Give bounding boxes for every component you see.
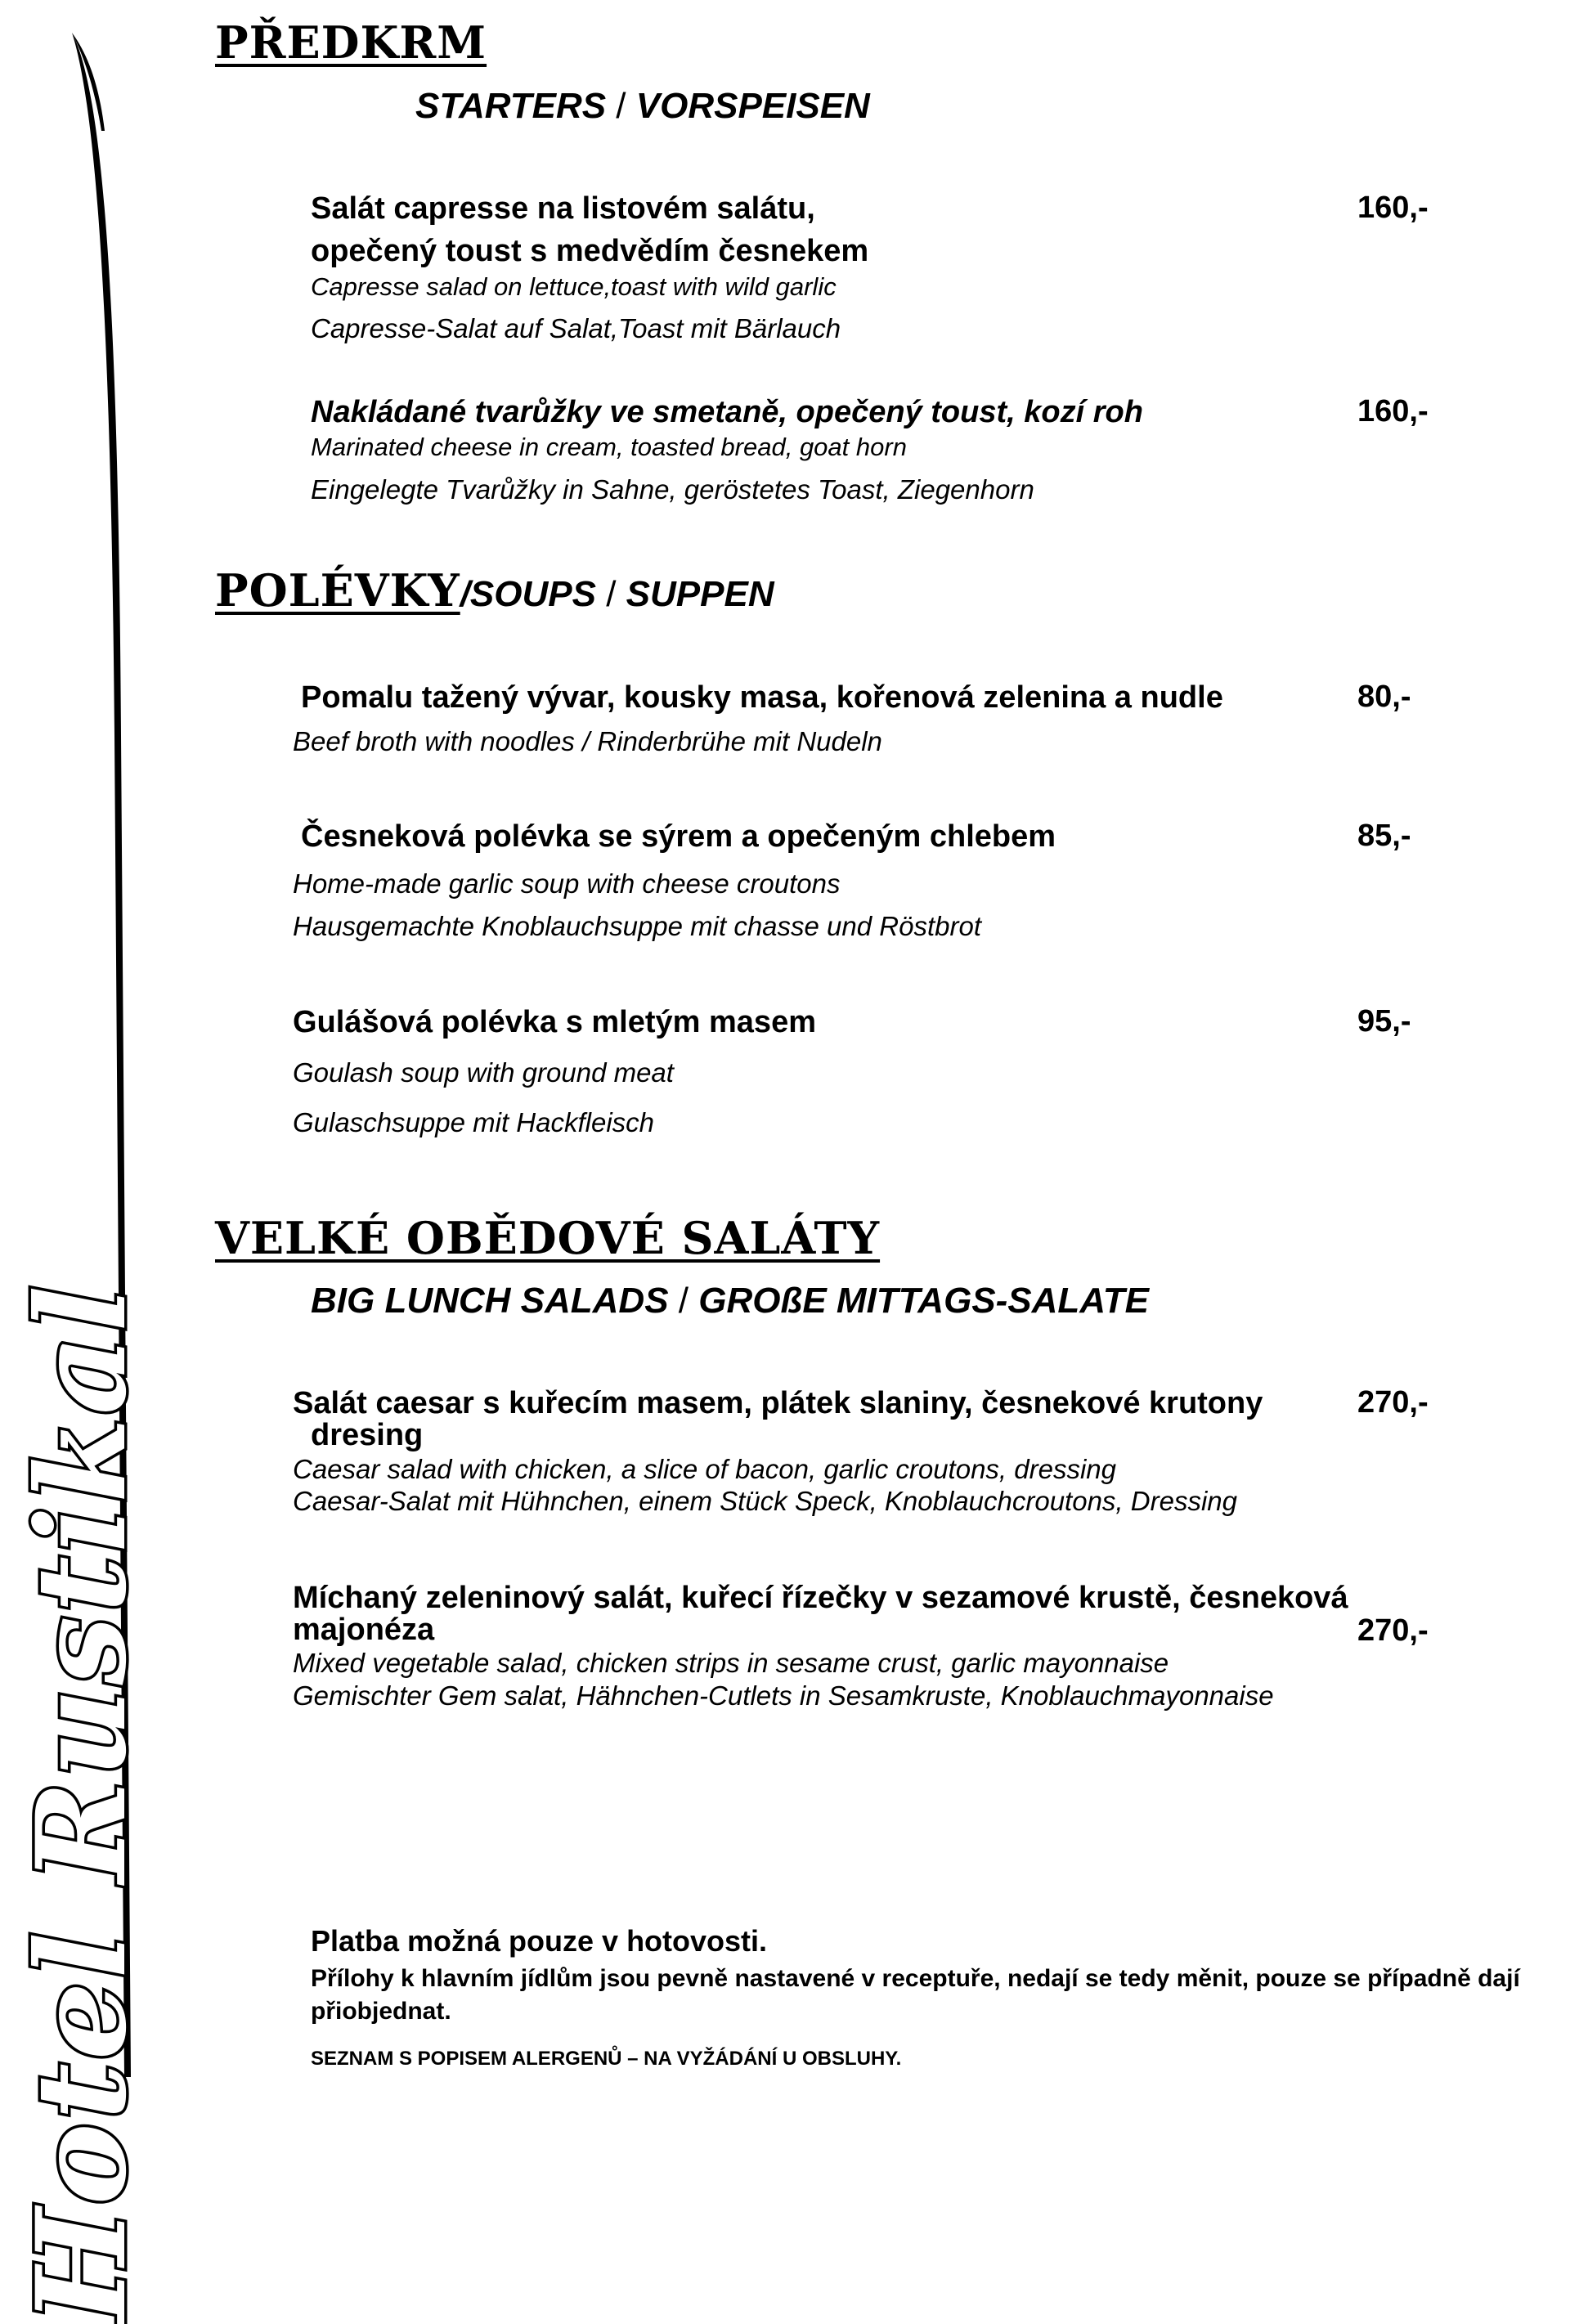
dish-name-line: opečený toust s medvědím česnekem [311,234,869,268]
dish-price: 160,- [1357,191,1429,225]
allergens-note: SEZNAM S POPISEM ALERGENŮ – NA VYŽÁDÁNÍ U OBSLUHY. [311,2048,902,2070]
section-heading-soups [215,564,774,617]
dish-price: 270,- [1357,1613,1429,1648]
section-subtitle-salads [311,1281,1149,1321]
dish-name: Pomalu tažený vývar, kousky masa, kořenová zelenina a nudle [301,680,1223,715]
subtitle-english: BIG LUNCH SALADS [311,1281,669,1321]
subtitle-german: VORSPEISEN [635,86,870,126]
dish-desc-en: Goulash soup with ground meat [293,1057,674,1088]
dish-price: 95,- [1357,1004,1411,1039]
section-title-salads: VELKÉ OBĚDOVÉ SALÁTY [215,1212,881,1264]
dish-desc: Beef broth with noodles / Rinderbrühe mit Nudeln [293,726,882,756]
dish-price: 85,- [1357,819,1411,853]
dish-name: Česneková polévka se sýrem a opečeným chlebem [301,819,1056,854]
dish-price: 80,- [1357,680,1411,714]
dish-desc-en: Mixed vegetable salad, chicken strips in sesame crust, garlic mayonnaise [293,1648,1169,1678]
dish-desc-de: Capresse-Salat auf Salat,Toast mit Bärlauch [311,313,841,343]
dish-desc-en: Marinated cheese in cream, toasted bread, goat horn [311,433,907,461]
dish-price: 160,- [1357,394,1429,428]
brand-strip [0,0,164,2324]
subtitle-german: SUPPEN [626,574,774,614]
dish-price: 270,- [1357,1385,1429,1420]
dish-name-line: Salát capresse na listovém salátu, [311,191,815,226]
dish-name-line: majonéza [293,1613,435,1647]
dish-desc-de: Gemischter Gem salat, Hähnchen-Cutlets in Sesamkruste, Knoblauchmayonnaise [293,1680,1274,1711]
section-subtitle-starters [415,86,870,127]
subtitle-german: GROßE MITTAGS-SALATE [698,1281,1150,1321]
subtitle-english: /SOUPS [460,574,596,614]
dish-name-line: Míchaný zeleninový salát, kuřecí řízečky v sezamové krustě, česneková [293,1581,1348,1615]
dish-name: Gulášová polévka s mletým masem [293,1005,816,1039]
dish-desc-de: Hausgemachte Knoblauchsuppe mit chasse und Röstbrot [293,911,981,941]
dish-desc-de: Gulaschsuppe mit Hackfleisch [293,1107,655,1137]
sides-note: Přílohy k hlavním jídlům jsou pevně nastavené v receptuře, nedají se tedy měnit, pouze se případně dají přiobjednat. [311,1965,1520,2025]
dish-name-line: Salát caesar s kuřecím masem, plátek slaniny, česnekové krutony [293,1386,1263,1420]
subtitle-separator: / [595,574,626,614]
subtitle-separator: / [606,86,636,126]
dish-desc-de: Caesar-Salat mit Hühnchen, einem Stück Speck, Knoblauchcroutons, Dressing [293,1486,1237,1516]
payment-note: Platba možná pouze v hotovosti. [311,1924,768,1958]
section-title-starters: PŘEDKRM [215,16,487,69]
dish-desc-de: Eingelegte Tvarůžky in Sahne, geröstetes Toast, Ziegenhorn [311,474,1034,505]
subtitle-separator: / [668,1281,699,1321]
section-title-soups: POLÉVKY [215,564,460,617]
dish-desc-en: Capresse salad on lettuce,toast with wild garlic [311,272,837,301]
dish-name: Nakládané tvarůžky ve smetaně, opečený toust, kozí roh [311,395,1143,429]
dish-desc-en: Caesar salad with chicken, a slice of bacon, garlic croutons, dressing [293,1454,1116,1484]
dish-name-line: dresing [311,1418,424,1452]
hotel-logo-text: Hotel Rustikal [10,1281,154,2324]
subtitle-english: STARTERS [415,86,607,126]
dish-desc-en: Home-made garlic soup with cheese croutons [293,868,841,899]
